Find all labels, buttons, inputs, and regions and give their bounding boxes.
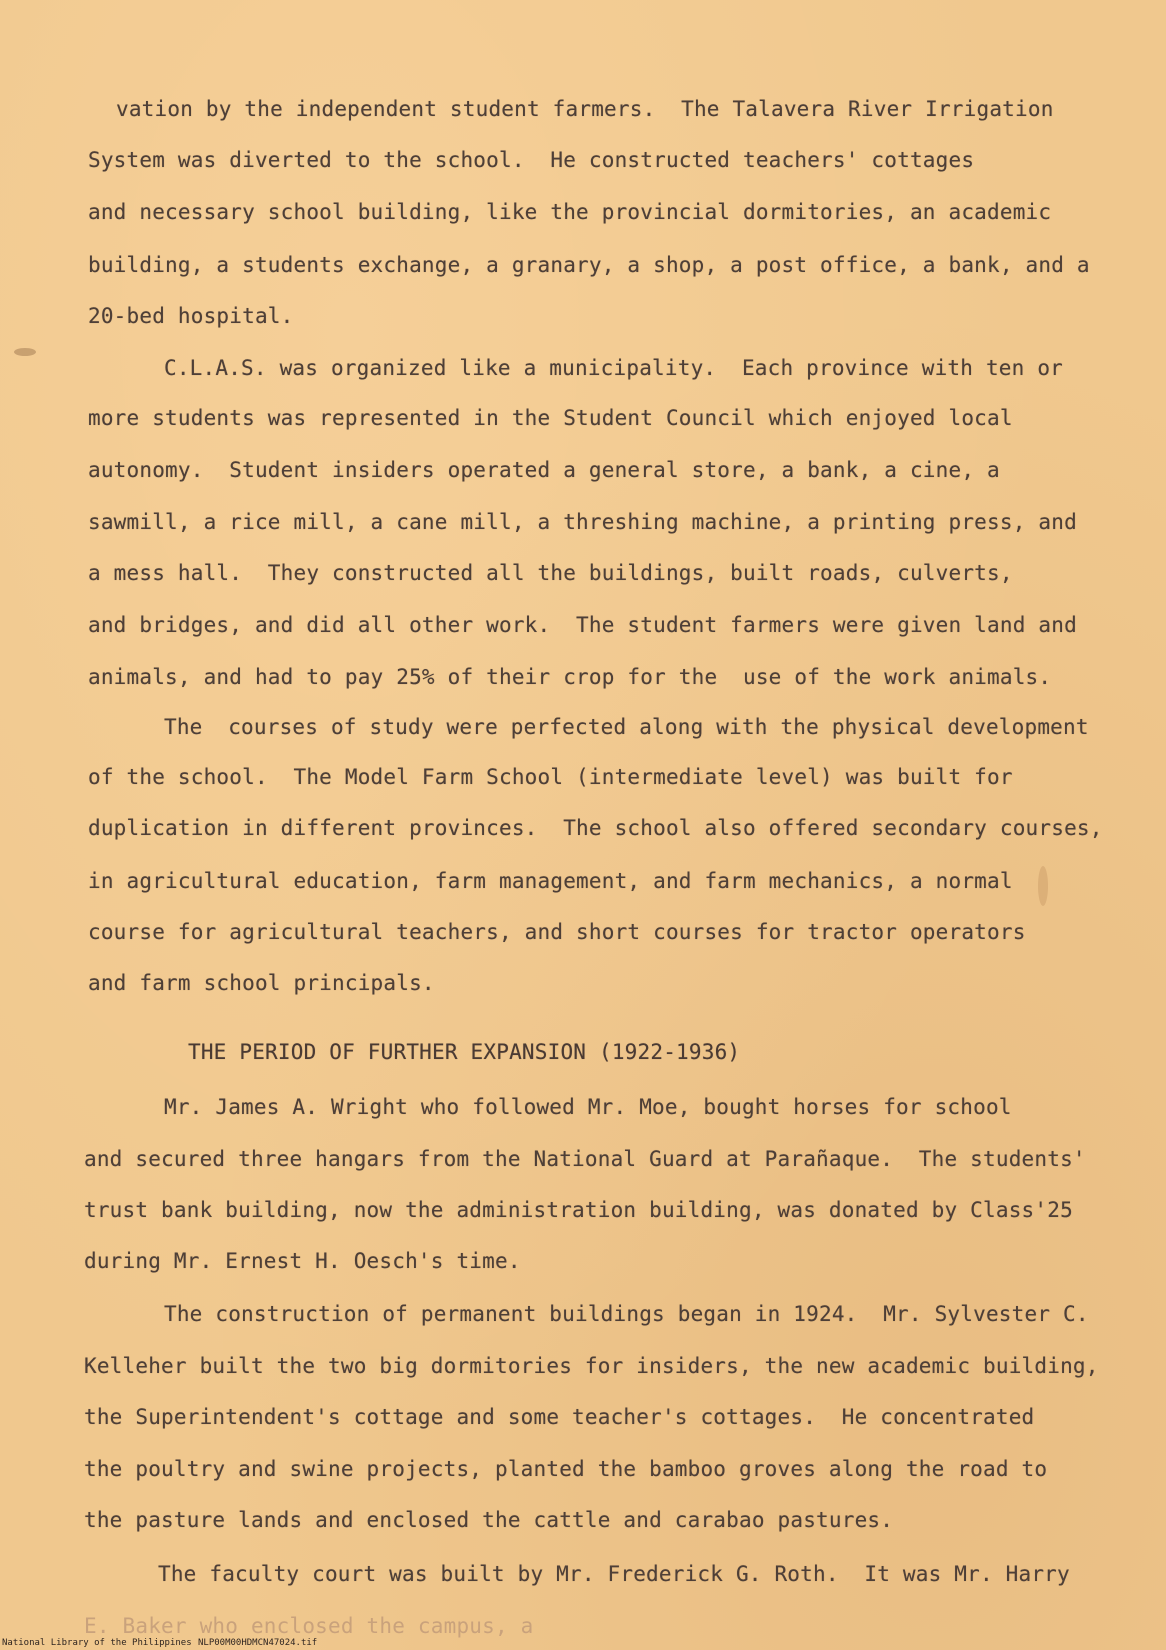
- text-line: more students was represented in the Student Council which enjoyed local: [88, 406, 1013, 430]
- text-line: The courses of study were perfected along with the physical development: [164, 715, 1089, 739]
- text-line: 20-bed hospital.: [88, 304, 294, 328]
- text-line: of the school. The Model Farm School (intermediate level) was built for: [88, 765, 1013, 789]
- text-line: C.L.A.S. was organized like a municipality. Each province with ten or: [164, 356, 1064, 380]
- text-line: animals, and had to pay 25% of their crop for the use of the work animals.: [88, 665, 1052, 689]
- text-line: and secured three hangars from the National Guard at Parañaque. The students': [84, 1147, 1086, 1171]
- text-line: duplication in different provinces. The school also offered secondary courses,: [88, 816, 1103, 840]
- text-line: System was diverted to the school. He constructed teachers' cottages: [88, 148, 975, 172]
- text-line: and bridges, and did all other work. The student farmers were given land and: [88, 613, 1077, 637]
- text-line: vation by the independent student farmers. The Talavera River Irrigation: [116, 97, 1054, 121]
- text-line: the Superintendent's cottage and some teacher's cottages. He concentrated: [84, 1405, 1035, 1429]
- text-line: and necessary school building, like the provincial dormitories, an academic: [88, 200, 1052, 224]
- text-line: a mess hall. They constructed all the buildings, built roads, culverts,: [88, 561, 1013, 585]
- cutoff-text-line: E. Baker who enclosed the campus, a: [84, 1614, 534, 1638]
- text-line: The construction of permanent buildings began in 1924. Mr. Sylvester C.: [164, 1302, 1089, 1326]
- text-line: the pasture lands and enclosed the cattle and carabao pastures.: [84, 1508, 894, 1532]
- text-line: autonomy. Student insiders operated a general store, a bank, a cine, a: [88, 458, 1000, 482]
- text-line: and farm school principals.: [88, 971, 435, 995]
- text-line: trust bank building, now the administration building, was donated by Class'25: [84, 1198, 1073, 1222]
- library-credit: National Library of the Philippines: [2, 1638, 192, 1648]
- text-line: the poultry and swine projects, planted the bamboo groves along the road to: [84, 1457, 1048, 1481]
- section-heading: THE PERIOD OF FURTHER EXPANSION (1922-1936): [188, 1040, 741, 1064]
- paper-stain: [1038, 866, 1048, 906]
- paper-stain: [14, 348, 36, 356]
- text-line: sawmill, a rice mill, a cane mill, a threshing machine, a printing press, and: [88, 510, 1077, 534]
- file-identifier: NLP00M00HDMCN47024.tif: [198, 1638, 318, 1648]
- text-line: Kelleher built the two big dormitories for insiders, the new academic building,: [84, 1354, 1099, 1378]
- text-line: during Mr. Ernest H. Oesch's time.: [84, 1249, 521, 1273]
- text-line: course for agricultural teachers, and short courses for tractor operators: [88, 920, 1026, 944]
- text-line: Mr. James A. Wright who followed Mr. Moe, bought horses for school: [164, 1095, 1012, 1119]
- text-line: building, a students exchange, a granary, a shop, a post office, a bank, and a: [88, 253, 1090, 277]
- text-line: The faculty court was built by Mr. Frederick G. Roth. It was Mr. Harry: [158, 1562, 1070, 1586]
- text-line: in agricultural education, farm management, and farm mechanics, a normal: [88, 869, 1013, 893]
